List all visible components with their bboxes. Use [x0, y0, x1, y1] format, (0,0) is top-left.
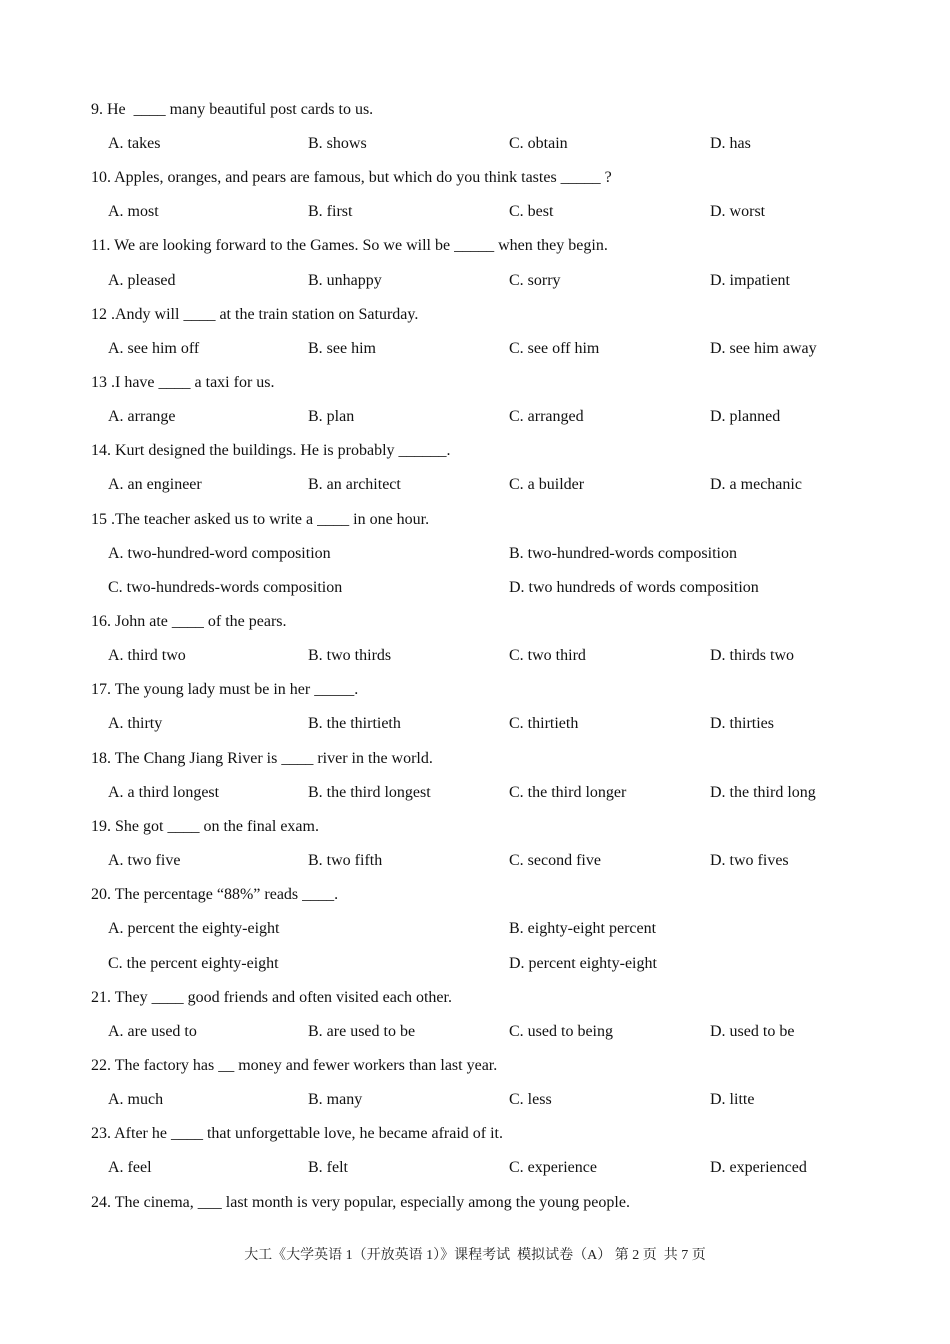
option-c: C. see off him [509, 340, 600, 357]
option-c: C. experience [509, 1159, 597, 1176]
option-d: D. worst [710, 203, 766, 220]
option-a: A. thirty [108, 715, 163, 732]
option-b: B. two thirds [308, 647, 392, 664]
question-11: 11. We are looking forward to the Games. So we will be _____ when they begin. [91, 237, 608, 254]
option-b: B. first [308, 203, 353, 220]
option-d: D. litte [710, 1091, 755, 1108]
option-d: D. experienced [710, 1159, 807, 1176]
option-d: D. used to be [710, 1023, 795, 1040]
question-23: 23. After he ____ that unforgettable love, he became afraid of it. [91, 1125, 503, 1142]
option-b: B. plan [308, 408, 355, 425]
question-12: 12 .Andy will ____ at the train station on Saturday. [91, 306, 419, 323]
option-d: D. a mechanic [710, 476, 802, 493]
option-c: C. the percent eighty-eight [108, 955, 279, 972]
option-a: A. an engineer [108, 476, 202, 493]
question-15: 15 .The teacher asked us to write a ____ in one hour. [91, 511, 430, 528]
question-17: 17. The young lady must be in her _____. [91, 681, 359, 698]
option-c: C. two third [509, 647, 586, 664]
option-c: C. the third longer [509, 784, 627, 801]
question-22: 22. The factory has __ money and fewer workers than last year. [91, 1057, 498, 1074]
question-21: 21. They ____ good friends and often visited each other. [91, 989, 452, 1006]
option-b: B. the thirtieth [308, 715, 401, 732]
option-c: C. two-hundreds-words composition [108, 579, 343, 596]
option-b: B. felt [308, 1159, 348, 1176]
question-18: 18. The Chang Jiang River is ____ river in the world. [91, 750, 433, 767]
option-c: C. less [509, 1091, 552, 1108]
option-b: B. an architect [308, 476, 401, 493]
option-c: C. used to being [509, 1023, 613, 1040]
option-a: A. are used to [108, 1023, 197, 1040]
option-b: B. shows [308, 135, 367, 152]
question-24: 24. The cinema, ___ last month is very popular, especially among the young people. [91, 1194, 630, 1211]
option-a: A. most [108, 203, 159, 220]
option-b: B. two fifth [308, 852, 383, 869]
option-c: C. a builder [509, 476, 585, 493]
option-a: A. two five [108, 852, 181, 869]
option-a: A. takes [108, 135, 161, 152]
question-19: 19. She got ____ on the final exam. [91, 818, 319, 835]
option-c: C. thirtieth [509, 715, 579, 732]
option-d: D. two fives [710, 852, 789, 869]
option-a: A. percent the eighty-eight [108, 920, 280, 937]
option-a: A. a third longest [108, 784, 220, 801]
question-14: 14. Kurt designed the buildings. He is probably ______. [91, 442, 451, 459]
option-c: C. best [509, 203, 554, 220]
option-d: D. see him away [710, 340, 817, 357]
option-a: A. pleased [108, 272, 176, 289]
option-b: B. see him [308, 340, 376, 357]
option-b: B. two-hundred-words composition [509, 545, 737, 562]
option-a: A. arrange [108, 408, 176, 425]
option-a: A. feel [108, 1159, 152, 1176]
option-d: D. thirties [710, 715, 774, 732]
option-b: B. are used to be [308, 1023, 416, 1040]
option-d: D. planned [710, 408, 781, 425]
option-c: C. second five [509, 852, 601, 869]
option-b: B. many [308, 1091, 363, 1108]
option-d: D. thirds two [710, 647, 794, 664]
option-b: B. eighty-eight percent [509, 920, 657, 937]
option-b: B. unhappy [308, 272, 382, 289]
question-10: 10. Apples, oranges, and pears are famous, but which do you think tastes _____ ? [91, 169, 612, 186]
option-a: A. third two [108, 647, 186, 664]
option-d: D. the third long [710, 784, 816, 801]
option-b: B. the third longest [308, 784, 431, 801]
question-9: 9. He ____ many beautiful post cards to us. [91, 101, 374, 118]
option-a: A. two-hundred-word composition [108, 545, 331, 562]
question-16: 16. John ate ____ of the pears. [91, 613, 287, 630]
option-c: C. arranged [509, 408, 584, 425]
page-footer: 大工《大学英语 1（开放英语 1）》课程考试 模拟试卷（A） 第 2 页 共 7 页 [244, 1248, 706, 1263]
option-a: A. see him off [108, 340, 200, 357]
question-20: 20. The percentage “88%” reads ____. [91, 886, 339, 903]
question-13: 13 .I have ____ a taxi for us. [91, 374, 275, 391]
option-d: D. percent eighty-eight [509, 955, 657, 972]
option-d: D. two hundreds of words composition [509, 579, 759, 596]
option-c: C. sorry [509, 272, 561, 289]
option-d: D. has [710, 135, 751, 152]
option-d: D. impatient [710, 272, 790, 289]
option-c: C. obtain [509, 135, 568, 152]
option-a: A. much [108, 1091, 164, 1108]
